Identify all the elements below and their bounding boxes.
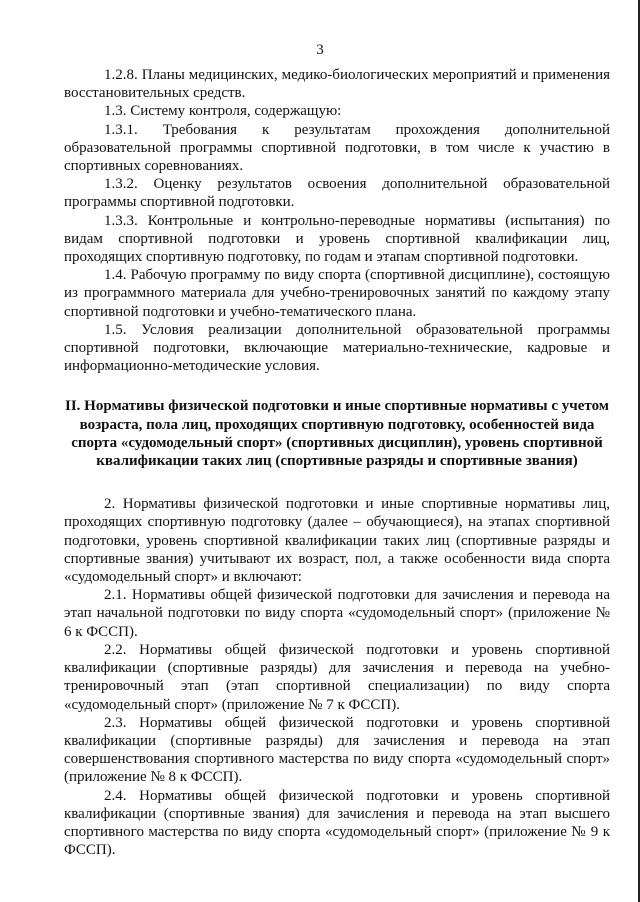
paragraph-2-1: 2.1. Нормативы общей физической подготовки для зачисления и перевода на этап начальной подготовки по виду спорта «судомодельный спорт» (приложение № 6 к ФССП). (64, 587, 610, 640)
paragraph-1-3-1: 1.3.1. Требования к результатам прохождения дополнительной образовательной программы спортивной подготовки, в том числе к участию в спортивных соревнованиях. (64, 121, 610, 175)
paragraph-2-2: 2.2. Нормативы общей физической подготовки и уровень спортивной квалификации (спортивные разряды) для зачисления и перевода на учебно-тренировочный этап (этап спортивной специализации) по виду спорта «судомодельный спорт» (приложение № 7 к ФССП). (64, 641, 610, 713)
paragraph-2-3: 2.3. Нормативы общей физической подготовки и уровень спортивной квалификации (спортивные разряды) для зачисления и перевода на этап совершенствования спортивного мастерства по виду спорта «судомодельный спорт» (приложение № 8 к ФССП). (64, 714, 610, 786)
paragraph-2-4: 2.4. Нормативы общей физической подготовки и уровень спортивной квалификации (спортивные звания) для зачисления и перевода на этап высшего спортивного мастерства по виду спорта «судомодельный спорт» (приложение № 9 к ФССП). (64, 787, 610, 859)
paragraph-1-2-8: 1.2.8. Планы медицинских, медико-биологических мероприятий и применения восстановительных средств. (64, 67, 610, 102)
paragraph-1-3-2: 1.3.2. Оценку результатов освоения дополнительной образовательной программы спортивной подготовки. (64, 176, 610, 211)
paragraph-1-3: 1.3. Систему контроля, содержащую: (104, 103, 342, 120)
paragraph-2: 2. Нормативы физической подготовки и иные спортивные нормативы лиц, проходящих спортивную подготовку (далее – обучающиеся), на этапах спортивной подготовки, уровень спортивной квалификации таких лиц (спортивные разряды и спортивные звания) учитывают их возраст, пол, а также особенности вида спорта «судомодельный спорт» и включают: (64, 496, 610, 586)
section-title: II. Нормативы физической подготовки и иные спортивные нормативы с учетом возраста, пола лиц, проходящих спортивную подготовку, особенностей вида спорта «судомодельный спорт» (спортивных дисциплин), уровень спортивной квалификации таких лиц (спортивные разряды и спортивные звания) (64, 398, 609, 470)
document-body (64, 66, 610, 859)
paragraph-1-3-3: 1.3.3. Контрольные и контрольно-переводные нормативы (испытания) по видам спортивной подготовки и уровень спортивной квалификации лиц, проходящих спортивную подготовку, по годам и этапам спортивной подготовки. (64, 212, 610, 266)
paragraph-1-4: 1.4. Рабочую программу по виду спорта (спортивной дисциплине), состоящую из программного материала для учебно-тренировочных занятий по каждому этапу спортивной подготовки и учебно-тематического плана. (64, 267, 610, 320)
paragraph-1-5: 1.5. Условия реализации дополнительной образовательной программы спортивной подготовки, включающие материально-технические, кадровые и информационно-методические условия. (64, 321, 610, 375)
page-number: 3 (316, 42, 324, 58)
